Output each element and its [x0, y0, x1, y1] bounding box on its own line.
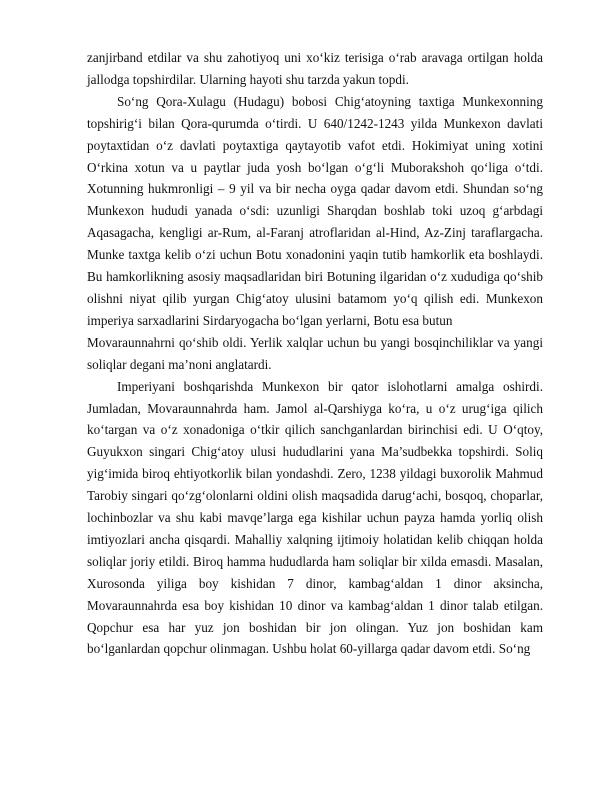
- paragraph-2: So‘ng Qora-Xulagu (Hudagu) bobosi Chig‘atoyning taxtiga Munkexonning topshirig‘i bilan Qora-qurumda o‘tirdi. U 640/1242-1243 yilda Munkexon davlati poytaxtidan o‘z davlati poytaxtiga qaytayotib vafot etdi. Hokimiyat uning xotini O‘rkina xotun va u paytlar juda yosh bo‘lgan o‘g‘li Muborakshoh qo‘liga o‘tdi. Xotunning hukmronligi – 9 yil va bir necha oyga qadar davom etdi. Shundan so‘ng Munkexon hududi yanada o‘sdi: uzunligi Sharqdan boshlab toki uzoq g‘arbdagi Aqasagacha, kengligi ar-Rum, al-Faranj atroflaridan al-Hind, Az-Zinj taraflargacha. Munke taxtga kelib o‘zi uchun Botu xonadonini yaqin tutib hamkorlik eta boshlaydi. Bu hamkorlikning asosiy maqsadlaridan biri Botuning ilgaridan o‘z xududiga qo‘shib olishni niyat qilib yurgan Chig‘atoy ulusini batamom yo‘q qilish edi. Munkexon imperiya sarxadlarini Sirdaryogacha bo‘lgan yerlarni, Botu esa butun: [87, 93, 543, 328]
- paragraph-4: Imperiyani boshqarishda Munkexon bir qator islohotlarni amalga oshirdi. Jumladan, Movaraunnahrda ham. Jamol al-Qarshiyga ko‘ra, u o‘z urug‘iga qilich ko‘targan va o‘z xonadoniga o‘tkir qilich sanchganlardan birinchisi edi. U O‘qtoy, Guyukxon singari Chig‘atoy ulusi hududlarini yana Ma’sudbekka topshirdi. Soliq yig‘imida biroq ehtiyotkorlik bilan yondashdi. Zero, 1238 yildagi buxorolik Mahmud Tarobiy singari qo‘zg‘olonlarni oldini olish maqsadida darug‘achi, bosqoq, choparlar, lochinbozlar va shu kabi mavqe’larga ega kishilar uchun payza hamda yorliq olish imtiyozlari ancha qisqardi. Mahalliy xalqning ijtimoiy holatidan kelib chiqqan holda soliqlar joriy etildi. Biroq hamma hududlarda ham soliqlar bir xilda emasdi. Masalan, Xurosonda yiliga boy kishidan 7 dinor, kambag‘aldan 1 dinor aksincha, Movaraunnahrda esa boy kishidan 10 dinor va kambag‘aldan 1 dinor talab etilgan. Qopchur esa har yuz jon boshidan bir jon olingan. Yuz jon boshidan kam bo‘lganlardan qopchur olinmagan. Ushbu holat 60-yillarga qadar davom etdi. So‘ng: [87, 378, 543, 657]
- paragraph-3: Movaraunnahrni qo‘shib oldi. Yerlik xalqlar uchun bu yangi bosqinchiliklar va yangi soliqlar degani ma’noni anglatardi.: [87, 334, 543, 372]
- paragraph-1: zanjirband etdilar va shu zahotiyoq uni xo‘kiz terisiga o‘rab aravaga ortilgan holda jallodga topshirdilar. Ularning hayoti shu tarzda yakun topdi.: [87, 50, 543, 87]
- document-body: [87, 47, 543, 660]
